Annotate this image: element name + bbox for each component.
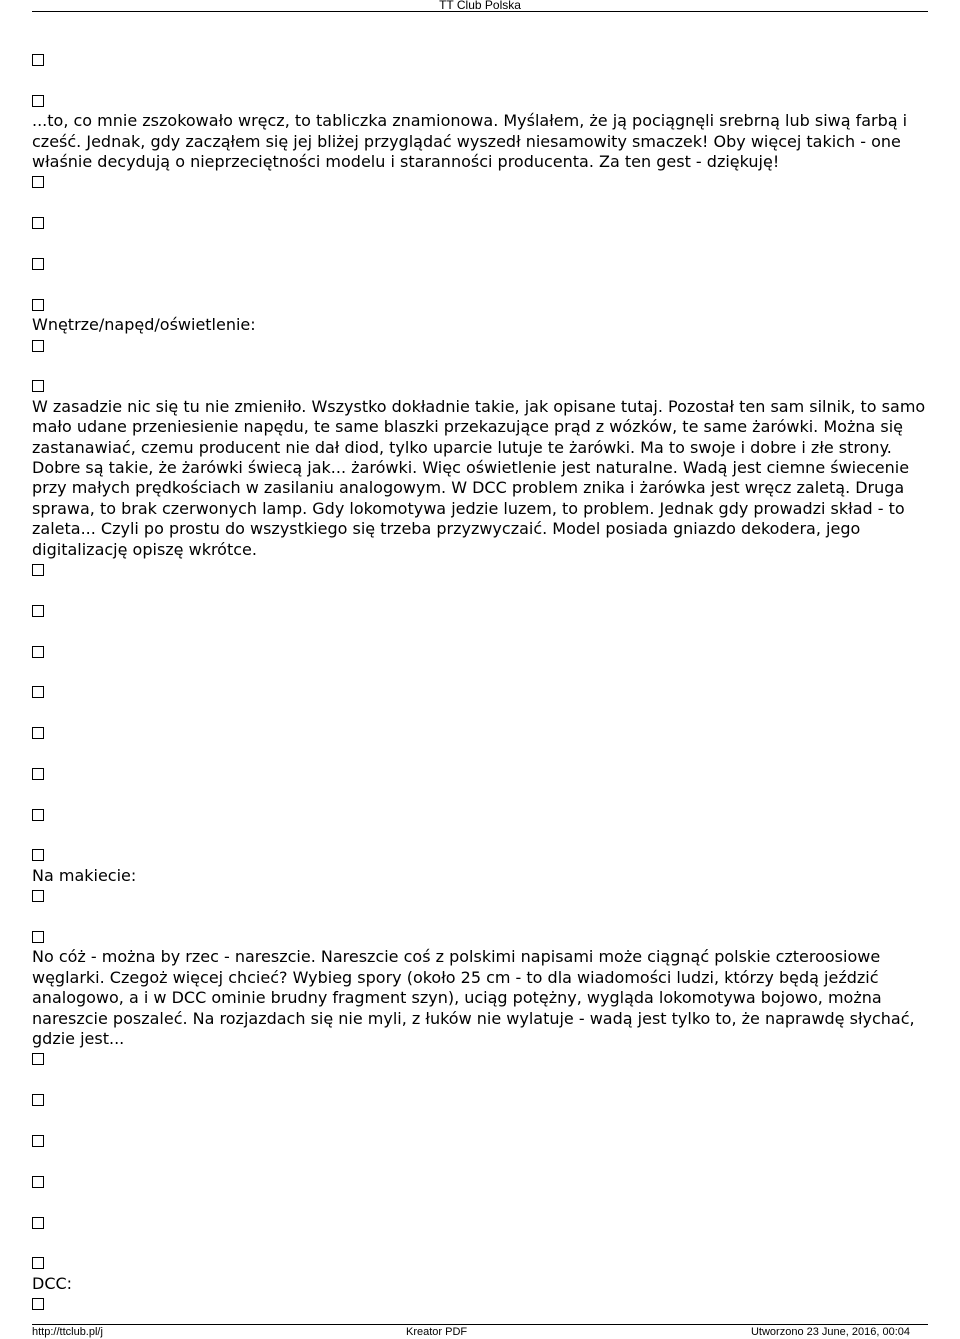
broken-image-placeholder-icon — [32, 931, 44, 943]
broken-image-placeholder-icon — [32, 727, 44, 739]
broken-image-placeholder-icon — [32, 849, 44, 861]
footer-url-link[interactable]: http://ttclub.pl/j — [32, 1326, 103, 1338]
broken-image-placeholder-icon — [32, 768, 44, 780]
image-placeholder — [32, 723, 928, 743]
broken-image-placeholder-icon — [32, 809, 44, 821]
section-heading-layout: Na makiecie: — [32, 865, 137, 885]
broken-image-placeholder-icon — [32, 686, 44, 698]
image-placeholder — [32, 376, 928, 396]
image-placeholder — [32, 845, 928, 865]
image-placeholder — [32, 682, 928, 702]
broken-image-placeholder-icon — [32, 1257, 44, 1269]
header-divider — [32, 11, 928, 12]
image-placeholder — [32, 1294, 928, 1314]
broken-image-placeholder-icon — [32, 890, 44, 902]
image-placeholder — [32, 560, 928, 580]
image-placeholder — [32, 927, 928, 947]
broken-image-placeholder-icon — [32, 1298, 44, 1310]
image-placeholder — [32, 1090, 928, 1110]
paragraph-layout: No cóż - można by rzec - nareszcie. Nareszcie coś z polskimi napisami może ciągnąć polskie czteroosiowe węglarki. Czegoż więcej chcieć? Wybieg spory (około 25 cm - to dla wiadomości ludzi, którzy będą jeździć analogowo, a i w DCC ominie brudny fragment szyn), uciąg potężny, wygląda lokomotywa bojowo, można nareszcie poszaleć. Na rozjazdach się nie myli, z łuków nie wylatuje - wadą jest tylko to, że naprawdę słychać, gdzie jest... — [32, 947, 915, 1049]
paragraph-interior: W zasadzie nic się tu nie zmieniło. Wszystko dokładnie takie, jak opisane tutaj. Pozostał ten sam silnik, to samo mało udane przeniesienie napędu, te same blaszki przekazujące prąd z wózków, te same żarówki. Można się zastanawiać, czemu producent nie dał diod, tylko uparcie lutuje te żarówki. Ma to swoje i dobre i złe strony. Dobre są takie, że żarówki świecą jak... żarówki. Więc oświetlenie jest naturalne. Wadą jest ciemne świecenie przy małych prędkościach w zasilaniu analogowym. W DCC problem znika i żarówka jest wręcz zaletą. Druga sprawa, to brak czerwonych lamp. Gdy lokomotywa jedzie luzem, to problem. Jednak gdy prowadzi skład - to zaleta... Czyli po prostu do wszystkiego się trzeba przyzwyczaić. Model posiada gniazdo dekodera, jego digitalizację opiszę wkrótce. — [32, 396, 926, 559]
broken-image-placeholder-icon — [32, 380, 44, 392]
broken-image-placeholder-icon — [32, 1135, 44, 1147]
broken-image-placeholder-icon — [32, 258, 44, 270]
footer-created-date: Utworzono 23 June, 2016, 00:04 — [750, 1326, 910, 1338]
broken-image-placeholder-icon — [32, 646, 44, 658]
page-footer — [32, 1324, 928, 1339]
image-placeholder — [32, 1253, 928, 1273]
broken-image-placeholder-icon — [32, 176, 44, 188]
image-placeholder — [32, 764, 928, 784]
section-heading-interior: Wnętrze/napęd/oświetlenie: — [32, 315, 256, 335]
image-placeholder — [32, 601, 928, 621]
broken-image-placeholder-icon — [32, 564, 44, 576]
image-placeholder — [32, 213, 928, 233]
image-placeholder — [32, 295, 928, 315]
image-placeholder — [32, 1131, 928, 1151]
paragraph-nameplate: ...to, co mnie zszokowało wręcz, to tabliczka znamionowa. Myślałem, że ją pociągnęli srebrną lub siwą farbą i cześć. Jednak, gdy zacząłem się jej bliżej przyglądać wyszedł niesamowity smaczek! Oby więcej takich - one właśnie decydują o nieprzeciętności modelu i staranności producenta. Za ten gest - dziękuję! — [32, 111, 908, 171]
image-placeholder — [32, 1213, 928, 1233]
broken-image-placeholder-icon — [32, 340, 44, 352]
broken-image-placeholder-icon — [32, 1094, 44, 1106]
footer-creator: Kreator PDF — [406, 1326, 468, 1338]
article-content — [32, 50, 928, 1315]
broken-image-placeholder-icon — [32, 605, 44, 617]
broken-image-placeholder-icon — [32, 299, 44, 311]
image-placeholder — [32, 805, 928, 825]
image-placeholder — [32, 91, 928, 111]
image-placeholder — [32, 1172, 928, 1192]
image-placeholder — [32, 336, 928, 356]
image-placeholder — [32, 642, 928, 662]
image-placeholder — [32, 50, 928, 70]
broken-image-placeholder-icon — [32, 95, 44, 107]
broken-image-placeholder-icon — [32, 1176, 44, 1188]
image-placeholder — [32, 1049, 928, 1069]
broken-image-placeholder-icon — [32, 54, 44, 66]
broken-image-placeholder-icon — [32, 217, 44, 229]
image-placeholder — [32, 886, 928, 906]
section-heading-dcc: DCC: — [32, 1273, 73, 1293]
broken-image-placeholder-icon — [32, 1053, 44, 1065]
page-header-title: TT Club Polska — [439, 0, 521, 12]
broken-image-placeholder-icon — [32, 1217, 44, 1229]
page-header — [0, 0, 960, 10]
image-placeholder — [32, 254, 928, 274]
image-placeholder — [32, 172, 928, 192]
